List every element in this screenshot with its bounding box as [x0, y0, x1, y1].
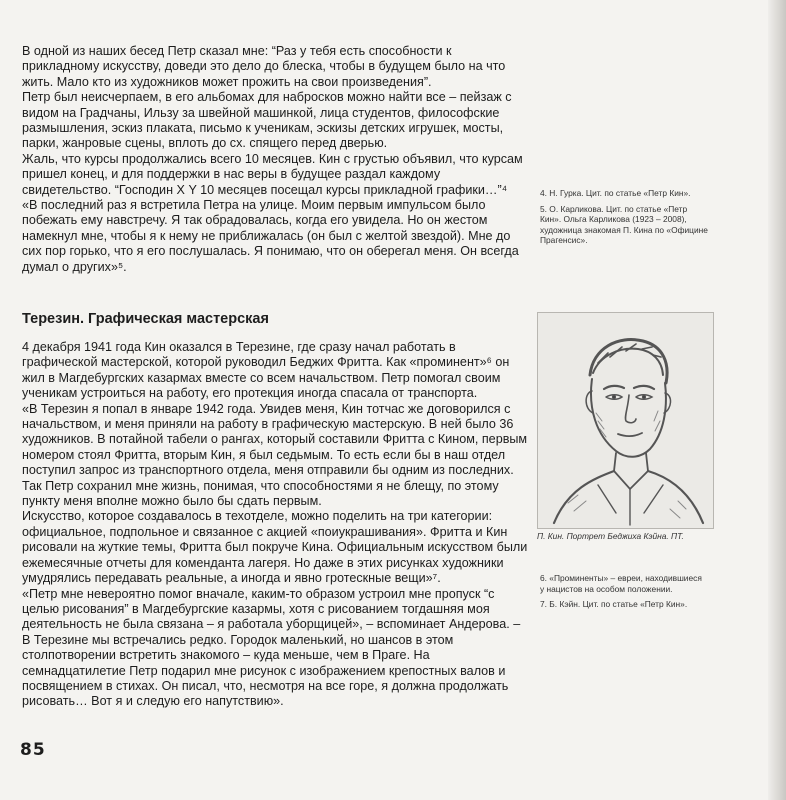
portrait-sketch-icon	[538, 313, 713, 528]
page-number: 85	[20, 740, 46, 760]
paragraph: 4 декабря 1941 года Кин оказался в Терезине, где сразу начал работать в графической мастерской, которой руководил Беджих Фритта. Как «проминент»⁶ он жил в Магдебургских казармах вместе со всем начальством. Петр помогал своим ученикам устроиться на работу, его протекция иногда спасала от транспорта.	[22, 340, 510, 401]
footnotes-bottom	[540, 573, 708, 615]
paragraph: Петр был неисчерпаем, в его альбомах для набросков можно найти все – пейзаж с видом на Градчаны, Ильзу за швейной машинкой, лица студентов, философские размышления, эскиз плаката, письмо к ученикам, эскизы детских игрушек, мосты, парки, жанровые сцены, вплоть до сх. спящего перед дверью.	[22, 90, 512, 151]
portrait-image	[537, 312, 714, 529]
paragraph: В одной из наших бесед Петр сказал мне: “Раз у тебя есть способности к прикладному искусству, доведи это дело до блеска, чтобы в будущем было на что жить. Мало кто из художников может прожить на свои произведения”.	[22, 44, 506, 89]
paragraph: «В последний раз я встретила Петра на улице. Моим первым импульсом было побежать ему навстречу. Я так обрадовалась, когда его увидела. Но он жестом намекнул мне, чтобы я к нему не приближалась (он был с желтой звездой). Мне до сих пор горько, что я его послушалась. Я понимаю, что он оберегал меня. Он всегда думал о других»⁵.	[22, 198, 519, 274]
paragraph: Жаль, что курсы продолжались всего 10 месяцев. Кин с грустью объявил, что курсам пришел конец, и для поддержки в нас веры в будущее раздал каждому свидетельство. “Господин Х Y 10 месяцев посещал курсы прикладной графики…”⁴	[22, 151, 523, 197]
section-heading: Терезин. Графическая мастерская	[22, 311, 269, 327]
body-text-block-2	[22, 340, 530, 710]
footnote: 4. Н. Гурка. Цит. по статье «Петр Кин».	[540, 188, 691, 198]
body-text-block-1	[22, 44, 530, 275]
footnote: 6. «Проминенты» – евреи, находившиеся у нацистов на особом положении.	[540, 573, 702, 594]
footnote: 5. О. Карликова. Цит. по статье «Петр Кин». Ольга Карликова (1923 – 2008), художница знакомая П. Кина по «Официне Прагенсис».	[540, 203, 708, 245]
paragraph: «Петр мне невероятно помог вначале, каким-то образом устроил мне пропуск “с целью рисования” в Магдебургские казармы, хотя с рисованием тогдашняя моя деятельность не была связана – я работала уборщицей», – вспоминает Андерова. – В Терезине мы встречались редко. Городок маленький, но шансов в этом столпотворении встретить знакомого – куда меньше, чем в Праге. На семнадцатилетие Петр подарил мне рисунок с изображением крепостных валов и посвящением в стихах. Он писал, что, несмотря на все горе, я должна продолжать рисовать… Вот я и следую его напутствию».	[22, 586, 521, 709]
footnotes-top	[540, 188, 708, 251]
paragraph: «В Терезин я попал в январе 1942 года. Увидев меня, Кин тотчас же договорился с начальством, и меня приняли на работу в графическую мастерскую. В ней было 36 художников. В потайной табели о рангах, который составили Фритта с Кином, первым номером стоял Фритта, вторым Кин, я был седьмым. То есть если бы в наш отдел поступил запрос из транспортного отдела, меня отправили бы одним из последних. Так Петр сохранил мне жизнь, понимая, что способностями я не блещу, по этому пункту меня вполне можно было бы сдать первым.	[22, 401, 528, 509]
page-edge-shadow	[768, 0, 786, 800]
paragraph: Искусство, которое создавалось в техотделе, можно поделить на три категории: официальное, подпольное и связанное с акцией «поиукрашивания». Фритта и Кин рисовали на жуткие темы, Фритта был покруче Кина. Официальным искусством были ежемесячные отчеты для коменданта лагеря. Но даже в этих рисунках художники умудрялись передавать реальные, а иногда и явно гротескные вещи»⁷.	[22, 509, 528, 586]
footnote: 7. Б. Кэйн. Цит. по статье «Петр Кин».	[540, 599, 688, 609]
image-caption: П. Кин. Портрет Беджиха Кэйна. ПТ.	[537, 531, 684, 541]
